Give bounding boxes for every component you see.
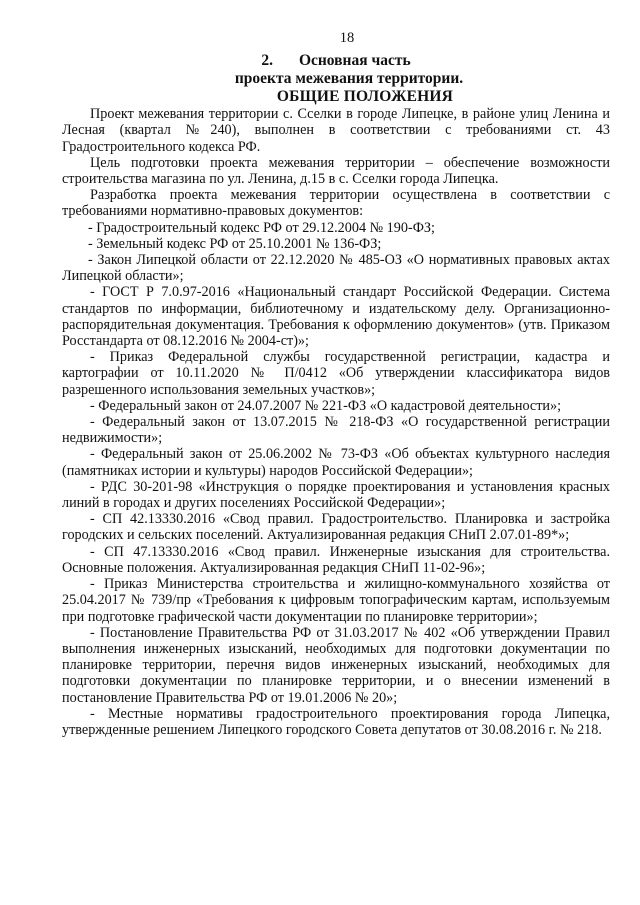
document-list-item: - ГОСТ Р 7.0.97-2016 «Национальный стандарт Российской Федерации. Система стандартов по информации, библиотечному и издательскому делу. Организационно-распорядительная документация. Требования к оформлению документов» (утв. Приказом Росстандарта от 08.12.2016 № 2004-ст)»; bbox=[62, 284, 610, 350]
paragraph: Разработка проекта межевания территории осуществлена в соответствии с требованиями нормативно-правовых документов: bbox=[62, 187, 610, 220]
document-page bbox=[62, 30, 610, 738]
document-list-item: - Закон Липецкой области от 22.12.2020 № 485-ОЗ «О нормативных правовых актах Липецкой области»; bbox=[62, 252, 610, 285]
document-list-item: - Федеральный закон от 24.07.2007 № 221-ФЗ «О кадастровой деятельности»; bbox=[90, 397, 562, 414]
subsection-title: ОБЩИЕ ПОЛОЖЕНИЯ bbox=[276, 88, 454, 106]
section-heading bbox=[62, 52, 610, 70]
document-list-item: - Постановление Правительства РФ от 31.03.2017 № 402 «Об утверждении Правил выполнения инженерных изысканий, необходимых для подготовки документации по планировке территории, перечня видов инженерных изысканий, необходимых для подготовки документации по планировке территории, и о внесении изменений в постановление Правительства РФ от 19.01.2006 № 20»; bbox=[62, 624, 610, 706]
document-list-item: - Приказ Министерства строительства и жилищно-коммунального хозяйства от 25.04.2017 № 739/пр «Требования к цифровым топографическим картам, используемым при подготовке графической части документации по планировке территории»; bbox=[62, 576, 610, 625]
document-list-item: - РДС 30-201-98 «Инструкция о порядке проектирования и установления красных линий в городах и других поселениях Российской Федерации»; bbox=[62, 478, 610, 512]
paragraph: Цель подготовки проекта межевания территории – обеспечение возможности строительства магазина по ул. Ленина, д.15 в с. Сселки города Липецка. bbox=[62, 154, 610, 188]
section-number: 2. bbox=[261, 52, 273, 70]
document-list-item: - Градостроительный кодекс РФ от 29.12.2004 № 190-ФЗ; bbox=[88, 219, 435, 236]
document-list-item: - СП 47.13330.2016 «Свод правил. Инженерные изыскания для строительства. Основные положения. Актуализированная редакция СНиП 11-02-96»; bbox=[62, 543, 610, 576]
page-number: 18 bbox=[339, 30, 355, 46]
document-list-item: - Федеральный закон от 25.06.2002 № 73-ФЗ «Об объектах культурного наследия (памятниках истории и культуры) народов Российской Федерации»; bbox=[62, 446, 610, 479]
document-list-item: - Местные нормативы градостроительного проектирования города Липецка, утвержденные решением Липецкого городского Совета депутатов от 30.08.2016 г. № 218. bbox=[62, 705, 610, 738]
document-list-item: - СП 42.13330.2016 «Свод правил. Градостроительство. Планировка и застройка городских и сельских поселений. Актуализированная редакция СНиП 2.07.01-89*»; bbox=[62, 511, 610, 544]
document-list-item: - Приказ Федеральной службы государственной регистрации, кадастра и картографии от 10.11.2020 № П/0412 «Об утверждении классификатора видов разрешенного использования земельных участков»; bbox=[62, 349, 610, 398]
section-title: Основная часть bbox=[298, 52, 411, 70]
paragraph: Проект межевания территории с. Сселки в городе Липецке, в районе улиц Ленина и Лесная (квартал №240), выполнен в соответствии с требованиями ст. 43 Градостроительного кодекса РФ. bbox=[62, 106, 610, 155]
document-list-item: - Земельный кодекс РФ от 25.10.2001 № 136-ФЗ; bbox=[88, 235, 382, 252]
section-subtitle: проекта межевания территории. bbox=[234, 70, 464, 88]
document-list-item: - Федеральный закон от 13.07.2015 № 218-ФЗ «О государственной регистрации недвижимости»; bbox=[62, 414, 610, 447]
